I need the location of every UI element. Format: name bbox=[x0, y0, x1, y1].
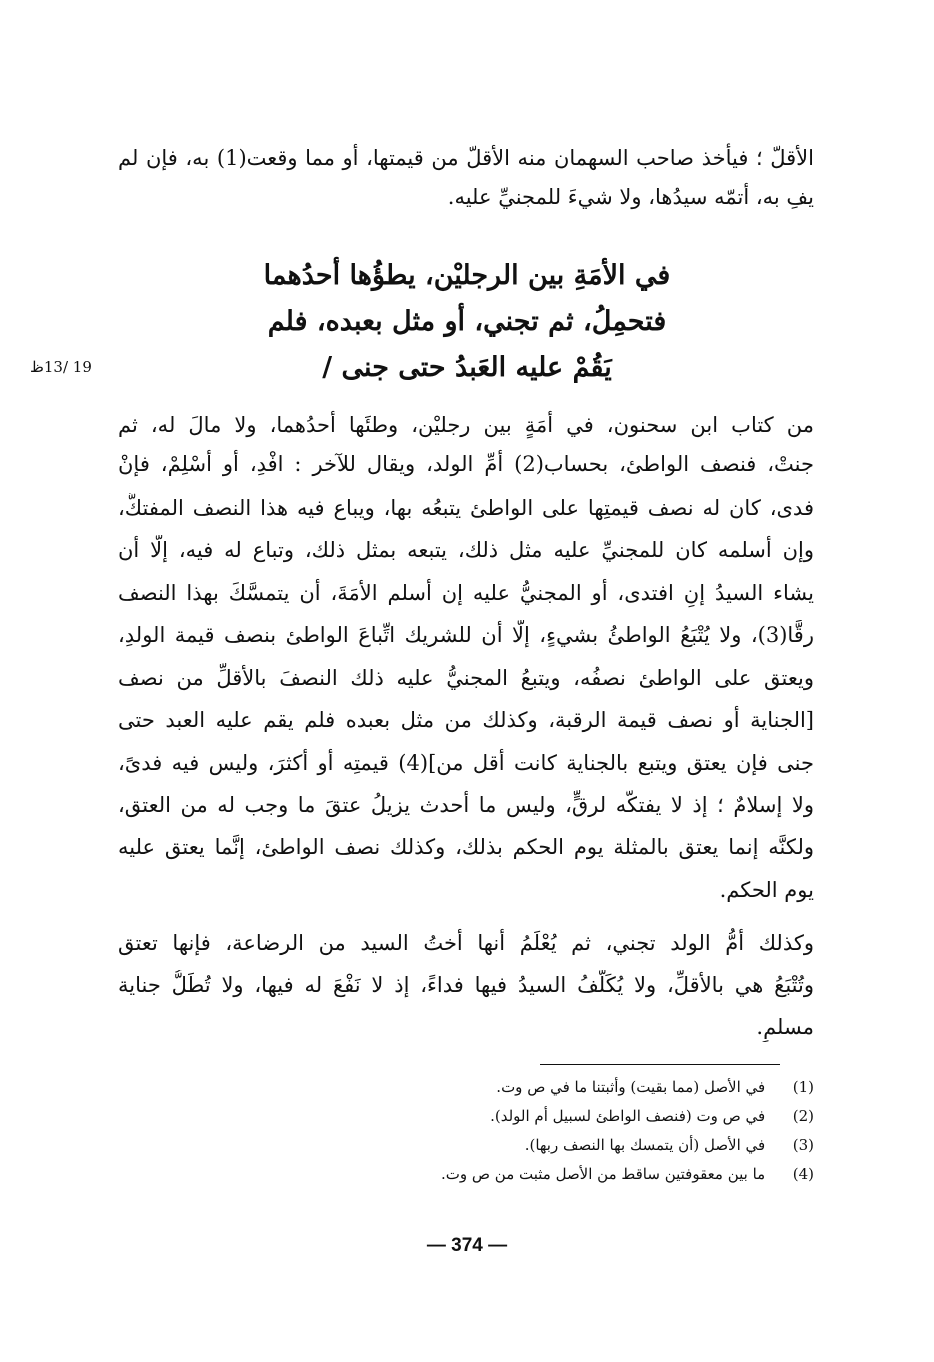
paragraph-line: ولكنَّه إنما يعتق بالمثلة يوم الحكم بذلك، وكذلك نصف الواطئ، إنَّما يعتق عليه bbox=[118, 835, 814, 859]
paragraph-line: يشاء السيدُ إنِ افتدى، أو المجنيُّ عليه إن أسلم الأمَةَ، أن يتمسَّكَ بهذا النصف bbox=[118, 581, 814, 605]
paragraph-line: ولا إسلامٌ ؛ إذ لا يفتكُّه لرقٍّ، وليس ما أحدث يزيلُ عتقَ ما وجب له من العتق، bbox=[118, 793, 814, 817]
section-heading-line: فتحمِلُ، ثم تجني، أو مثل بعبده، فلم bbox=[267, 306, 667, 337]
footnote bbox=[300, 1075, 814, 1099]
paragraph-line: وكذلك أمُّ الولد تجني، ثم يُعْلَمُ أنها أختُ السيد من الرضاعة، فإنها تعتق bbox=[118, 931, 814, 955]
footnote-number: (4) bbox=[792, 1165, 814, 1183]
paragraph-line: جنتْ، فنصف الواطئ، بحساب(2) أمِّ الولد، ويقال للآخر : افْدِ، أو أسْلِمْ، فإنْ bbox=[118, 452, 814, 476]
paragraph-line: من كتاب ابن سحنون، في أمَةٍ بين رجليْن، وطئَها أحدُهما، ولا مالَ له، ثم bbox=[118, 413, 814, 437]
paragraph-line: يوم الحكم. bbox=[719, 878, 814, 902]
paragraph-line: فدى، كان له نصف قيمتِها على الواطئ يتبعُه بها، ويباع فيه هذا النصف المفتكُّ، bbox=[118, 496, 814, 520]
footnote-divider bbox=[540, 1064, 780, 1065]
paragraph-line: رقًّا(3)، ولا يُتْبَعُ الواطئُ بشيءٍ، إلّا أن للشريك اتِّباعَ الواطئ بنصف قيمة الولدِ، bbox=[118, 623, 814, 647]
footnote bbox=[300, 1104, 814, 1128]
paragraph-line: الأقلّ ؛ فيأخذ صاحب السهمان منه الأقلّ من قيمتها، أو مما وقعت(1) به، فإن لم bbox=[118, 146, 814, 170]
page-number: — 374 — bbox=[426, 1235, 508, 1256]
footnote-number: (1) bbox=[792, 1078, 814, 1096]
paragraph-line: وتُتْبَعُ هي بالأقلِّ، ولا يُكَلَّفُ السيدُ فيها فداءً، إذ لا نَفْعَ له فيها، ولا تُطَلُّ جناية bbox=[118, 973, 814, 997]
footnote-text: في الأصل (مما بقيت) وأثبتنا ما في ص وت. bbox=[496, 1078, 766, 1096]
paragraph-line: يفِ به، أتمّه سيدُها، ولا شيءَ للمجنيِّ عليه. bbox=[447, 185, 814, 209]
footnote bbox=[300, 1162, 814, 1186]
paragraph-line: وإن أسلمه كان للمجنيِّ عليه مثل ذلك، يتبعه بمثل ذلك، وتباع له فيه، إلَّا أن bbox=[118, 538, 814, 562]
section-heading-line: في الأمَةِ بين الرجليْن، يطؤُها أحدُهما bbox=[263, 260, 671, 291]
footnote-text: في الأصل (أن يتمسك بها النصف ربها). bbox=[524, 1136, 766, 1154]
paragraph-line: مسلمٍ. bbox=[756, 1015, 814, 1039]
footnote-number: (2) bbox=[792, 1107, 814, 1125]
footnote bbox=[300, 1133, 814, 1157]
footnote-text: في ص وت (فنصف الواطئ لسبيل أم الولد). bbox=[490, 1107, 766, 1125]
footnote-number: (3) bbox=[792, 1136, 814, 1154]
paragraph-line: [الجناية أو نصف قيمة الرقبة، وكذلك من مثل بعبده فلم يقم عليه العبد حتى bbox=[118, 708, 814, 732]
footnote-text: ما بين معقوفتين ساقط من الأصل مثبت من ص وت. bbox=[440, 1165, 766, 1183]
paragraph-line: جنى فإن يعتق ويتبع بالجناية كانت أقل من](4) قيمتِه أو أكثرَ، وليس فيه فدىً، bbox=[118, 751, 814, 775]
paragraph-line: ويعتق على الواطئ نصفُه، ويتبعُ المجنيُّ عليه ذلك النصفَ بالأقلِّ من نصف bbox=[118, 666, 814, 690]
manuscript-folio-reference: 19 /13ظ bbox=[30, 358, 92, 376]
section-heading-line: يَقُمْ عليه العَبدُ حتى جنى / bbox=[322, 352, 612, 383]
